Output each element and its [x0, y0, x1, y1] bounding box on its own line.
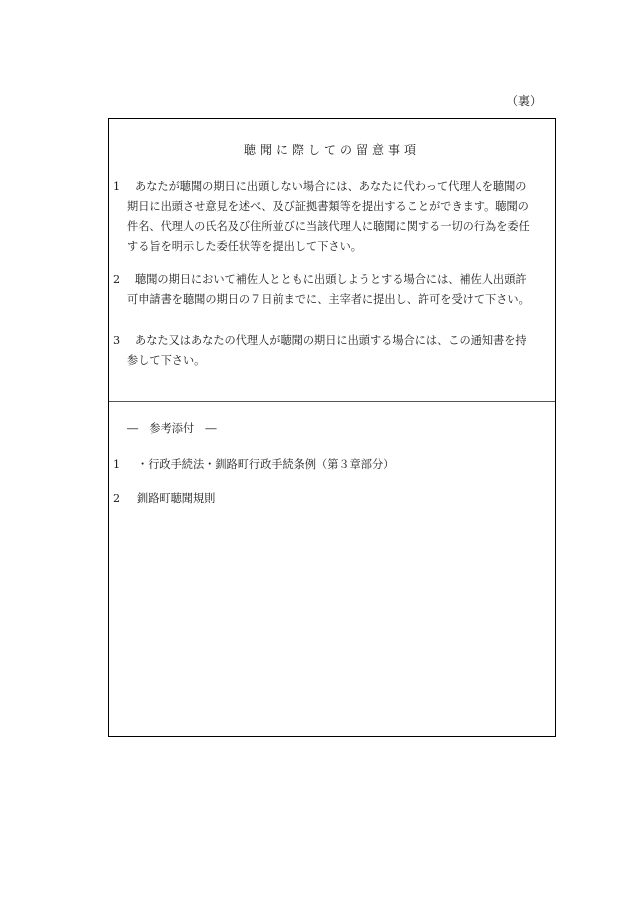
notice-item-1: [113, 177, 549, 257]
notice-item-line: 参して下さい。: [127, 354, 206, 367]
notice-item-text: 聴聞の期日において補佐人とともに出頭しようとする場合には、補佐人出頭許: [135, 273, 527, 286]
notice-item-text: あなたが聴聞の期日に出頭しない場合には、あなたに代わって代理人を聴聞の: [135, 180, 527, 193]
reference-text: ・行政手続法・釧路町行政手続条例（第３章部分）: [137, 458, 395, 471]
references-heading: ― 参考添付 ―: [127, 422, 217, 435]
notice-item-number: 2: [113, 273, 121, 286]
notice-item-2: [113, 270, 549, 310]
notice-item-line: [113, 177, 549, 197]
notice-item-line: 件名、代理人の氏名及び住所並びに当該代理人に聴聞に関する一切の行為を委任: [127, 220, 530, 233]
notice-item-line: 期日に出頭させ意見を述べ、及び証拠書類等を提出することができます。聴聞の: [127, 200, 529, 213]
notice-item-line: する旨を明示した委任状等を提出して下さい。: [127, 240, 362, 253]
notice-item-3: [113, 331, 549, 371]
notice-item-line: [113, 331, 549, 351]
reference-item-2: [113, 490, 215, 506]
reference-number: 1: [113, 458, 121, 471]
notice-item-number: 3: [113, 334, 121, 347]
notice-title: 聴聞に際しての留意事項: [243, 143, 420, 157]
page-side-label: （裏）: [505, 94, 542, 108]
reference-number: 2: [113, 492, 121, 505]
notice-item-number: 1: [113, 180, 121, 193]
notice-frame: [108, 118, 556, 737]
notice-item-line: [113, 270, 549, 290]
notice-section: [109, 119, 555, 402]
reference-text: 釧路町聴聞規則: [137, 492, 216, 505]
notice-item-text: あなた又はあなたの代理人が聴聞の期日に出頭する場合には、この通知書を持: [135, 334, 527, 347]
notice-item-line: 可申請書を聴聞の期日の７日前までに、主宰者に提出し、許可を受けて下さい。: [127, 293, 530, 306]
reference-item-1: [113, 456, 394, 472]
